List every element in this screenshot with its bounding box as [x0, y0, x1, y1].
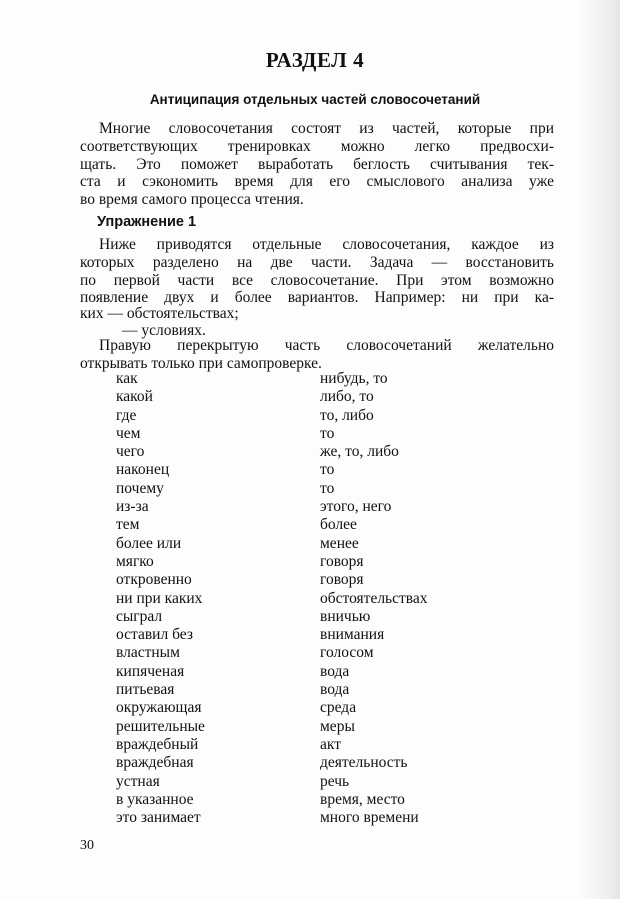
phrase-pair	[0, 754, 620, 772]
phrase-first-part: где	[116, 406, 137, 424]
phrase-second-part: либо, то	[320, 388, 374, 406]
phrase-pair	[0, 590, 620, 608]
phrase-second-part: вода	[320, 662, 350, 680]
phrase-first-part: решительные	[116, 717, 205, 735]
phrase-first-part: из-за	[116, 498, 149, 516]
phrase-pair	[0, 370, 620, 388]
phrase-second-part: внимания	[320, 626, 385, 644]
page-number: 30	[80, 838, 94, 853]
phrase-pair	[0, 425, 620, 443]
phrase-pair	[0, 480, 620, 498]
phrase-second-part: нибудь, то	[320, 370, 388, 387]
phrase-first-part: мягко	[116, 552, 154, 570]
phrase-pair	[0, 718, 620, 736]
phrase-first-part: устная	[116, 772, 160, 790]
phrase-first-part: наконец	[116, 461, 170, 479]
phrase-pair	[0, 571, 620, 589]
task-paragraph	[80, 236, 554, 307]
phrase-first-part: властным	[116, 644, 180, 662]
phrase-first-part: как	[116, 370, 138, 387]
phrase-first-part: кипяченая	[116, 662, 185, 680]
phrase-second-part: акт	[320, 735, 341, 753]
phrase-second-part: говоря	[320, 552, 364, 570]
exercise-title: Упражнение 1	[97, 214, 197, 230]
phrase-second-part: среда	[320, 699, 357, 717]
phrase-second-part: деятельность	[320, 754, 408, 772]
section-subtitle: Антиципация отдельных частей словосочетаний	[149, 92, 481, 107]
phrase-second-part: менее	[320, 534, 359, 552]
phrase-pair	[0, 699, 620, 717]
phrase-pair	[0, 443, 620, 461]
phrase-first-part: чем	[116, 424, 141, 442]
phrase-first-part: враждебный	[116, 735, 199, 753]
phrase-pair	[0, 516, 620, 534]
intro-line: ста и сэкономить время для его смыслового анализа уже	[80, 173, 554, 191]
phrase-pair	[0, 791, 620, 809]
intro-paragraph	[80, 120, 554, 209]
phrase-second-part: то	[320, 479, 335, 497]
phrase-pair	[0, 407, 620, 425]
phrase-first-part: это занимает	[116, 809, 201, 827]
phrase-second-part: много времени	[320, 809, 419, 827]
phrase-pairs-list	[0, 370, 620, 827]
phrase-first-part: оставил без	[116, 626, 193, 644]
phrase-second-part: речь	[320, 772, 350, 790]
phrase-second-part: вода	[320, 681, 350, 699]
phrase-first-part: чего	[116, 443, 145, 461]
phrase-second-part: время, место	[320, 790, 405, 808]
phrase-pair	[0, 498, 620, 516]
example-line: — условиях.	[122, 322, 206, 339]
example-line: ких — обстоятельствах;	[80, 305, 239, 322]
intro-line: щать. Это поможет выработать беглость считывания тек-	[80, 155, 554, 173]
phrase-second-part: говоря	[320, 571, 364, 589]
intro-line: во время самого процесса чтения.	[80, 191, 304, 209]
phrase-first-part: питьевая	[116, 681, 175, 699]
note-line: открывать только при самопроверке.	[80, 354, 322, 372]
phrase-pair	[0, 644, 620, 662]
phrase-pair	[0, 626, 620, 644]
phrase-first-part: какой	[116, 388, 153, 406]
phrase-pair	[0, 608, 620, 626]
phrase-second-part: обстоятельствах	[320, 589, 428, 607]
phrase-second-part: этого, него	[320, 498, 392, 516]
task-line: которых разделено на две части. Задача — восстановить	[80, 253, 554, 271]
phrase-second-part: меры	[320, 717, 355, 735]
phrase-first-part: более или	[116, 534, 182, 552]
phrase-pair	[0, 681, 620, 699]
phrase-first-part: тем	[116, 516, 140, 534]
task-line: по первой части все словосочетание. При этом возможно	[80, 271, 554, 289]
intro-line: соответствующих тренировках можно легко предвосхи-	[80, 137, 554, 155]
phrase-second-part: же, то, либо	[320, 443, 399, 461]
phrase-first-part: враждебная	[116, 754, 194, 772]
task-line: появление двух и более вариантов. Например: ни при ка-	[80, 289, 554, 307]
phrase-pair	[0, 663, 620, 681]
phrase-first-part: ни при каких	[116, 589, 203, 607]
note-line: Правую перекрытую часть словосочетаний желательно	[99, 337, 554, 354]
phrase-pair	[0, 388, 620, 406]
phrase-second-part: то	[320, 424, 335, 442]
phrase-second-part: то, либо	[320, 406, 374, 424]
phrase-second-part: более	[320, 516, 357, 534]
phrase-second-part: вничью	[320, 607, 371, 625]
intro-line: Многие словосочетания состоят из частей, которые при	[99, 120, 554, 137]
phrase-pair	[0, 461, 620, 479]
section-title: РАЗДЕЛ 4	[265, 48, 365, 72]
phrase-pair	[0, 809, 620, 827]
task-line: Ниже приводятся отдельные словосочетания, каждое из	[99, 236, 554, 253]
phrase-first-part: почему	[116, 479, 164, 497]
phrase-pair	[0, 535, 620, 553]
phrase-pair	[0, 773, 620, 791]
phrase-first-part: сыграл	[116, 607, 163, 625]
phrase-first-part: в указанное	[116, 790, 194, 808]
phrase-second-part: голосом	[320, 644, 374, 662]
phrase-pair	[0, 736, 620, 754]
phrase-first-part: откровенно	[116, 571, 192, 589]
note-paragraph	[80, 337, 554, 373]
phrase-first-part: окружающая	[116, 699, 202, 717]
phrase-pair	[0, 553, 620, 571]
phrase-second-part: то	[320, 461, 335, 479]
